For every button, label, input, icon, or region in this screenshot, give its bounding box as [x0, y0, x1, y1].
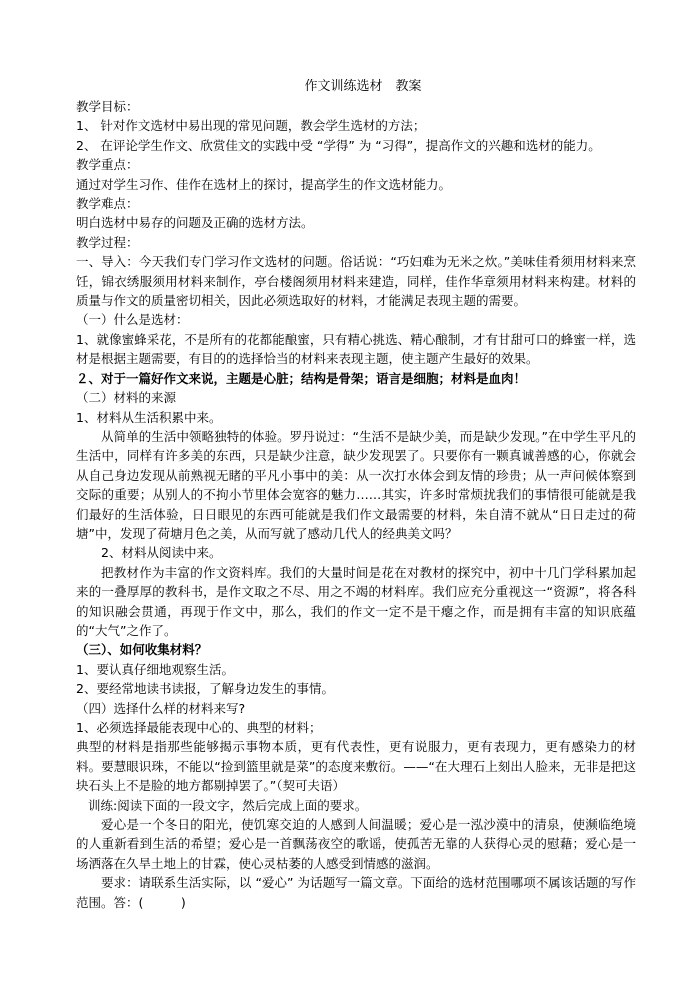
section-2-heading: （二）材料的来源 — [76, 390, 177, 406]
difficulty-text: 明白选材中易存的问题及正确的选材方法。 — [76, 215, 314, 231]
reading-material-paragraph: 把教材作为丰富的作文资料库。我们的大量时间是花在对教材的探究中，初中十几门学科累加起来的一叠厚厚的教科书，是作文取之不尽、用之不竭的材料库。我们应充分重视这一“资源”，将各科的知识融会贯通，再现于作文中，那么，我们的作文一定不是干瘪之作，而是拥有丰富的知识底蕴的“大气”之作了。 — [76, 564, 636, 638]
section-2-item-2: 2、材料从阅读中来。 — [101, 545, 222, 561]
requirement-paragraph: 要求：请联系生活实际，以 “爱心” 为话题写一篇文章。下面给的选材范围哪项不属该话题的写作范围。答：( ) — [76, 875, 636, 910]
section-1-heading: （一）什么是选材： — [76, 312, 189, 328]
typical-material-paragraph: 典型的材料是指那些能够揭示事物本质，更有代表性，更有说服力，更有表现力，更有感染力的材料。要慧眼识珠，不能以“捡到篮里就是菜”的态度来敷衍。——“在大理石上刻出人脸来，无非是把这块石头上不是脸的地方都剔掉罢了。”（契可夫语） — [76, 739, 636, 794]
process-heading: 教学过程： — [76, 234, 139, 250]
section-3-item-2: 2、要经常地读书读报，了解身边发生的事情。 — [76, 681, 334, 697]
key-point-heading: 教学重点： — [76, 157, 139, 173]
objectives-heading: 教学目标： — [76, 99, 139, 114]
difficulty-heading: 教学难点： — [76, 196, 139, 212]
section-3-item-1: 1、要认真仔细地观察生活。 — [76, 661, 234, 677]
document-page — [76, 77, 636, 912]
section-4-heading: （四）选择什么样的材料来写? — [76, 700, 246, 716]
objective-2: 2、 在评论学生作文、欣赏佳文的实践中受 “学得” 为 “习得”，提高作文的兴趣和选材的能力。 — [76, 137, 601, 153]
love-passage-paragraph: 爱心是一个冬日的阳光，使饥寒交迫的人感到人间温暖；爱心是一泓沙漠中的清泉，使濒临绝境的人重新看到生活的希望；爱心是一首飘荡夜空的歌谣，使孤苦无靠的人获得心灵的慰藉；爱心是一场洒落在久旱土地上的甘霖，使心灵枯萎的人感受到情感的滋润。 — [76, 817, 636, 871]
intro-paragraph: 一、导入：今天我们专门学习作文选材的问题。俗话说：“巧妇难为无米之炊。”美味佳肴须用材料来烹饪，锦衣绣服须用材料来制作，亭台楼阁须用材料来建造，同样，佳作华章须用材料来构建。材料的质量与作文的质量密切相关，因此必须选取好的材料，才能满足表现主题的需要。 — [76, 254, 636, 309]
section-2-item-1: 1、材料从生活积累中来。 — [76, 409, 222, 425]
key-point-text: 通过对学生习作、佳作在选材上的探讨，提高学生的作文选材能力。 — [76, 176, 452, 192]
document-title: 作文训练选材 教案 — [304, 79, 422, 94]
life-material-paragraph: 从简单的生活中领略独特的体验。罗丹说过：“生活不是缺少美，而是缺少发现。”在中学生平凡的生活中，同样有许多美的东西，只是缺少注意，缺少发现罢了。只要你有一颗真诚善感的心，你就会从自己身边发现从前熟视无睹的平凡小事中的美：从一次打水体会到友情的珍贵；从一声问候体察到交际的重要；从别人的不拘小节里体会宽容的魅力……其实，许多时常烦扰我们的事情很可能就是我们最好的生活体验，日日眼见的东西可能就是我们作文最需要的材料，朱自清不就从“日日走过的荷塘”中，发现了荷塘月色之美，从而写就了感动几代人的经典美文吗？ — [76, 428, 636, 541]
objective-1: 1、 针对作文选材中易出现的常见问题，教会学生选材的方法； — [76, 118, 426, 134]
document-body — [76, 97, 636, 912]
section-3-heading: （三）、如何收集材料？ — [76, 642, 208, 658]
section-4-item-1: 1、必须选择最能表现中心的、典型的材料； — [76, 720, 322, 735]
section-1-item-2: ２、对于一篇好作文来说，主题是心脏；结构是骨架；语言是细胞；材料是血肉！ — [76, 370, 527, 386]
exercise-instruction: 训练:阅读下面的一段文字，然后完成上面的要求。 — [88, 797, 368, 813]
section-1-item-1: 1、就像蜜蜂采花，不是所有的花都能酿蜜，只有精心挑选、精心酿制，才有甘甜可口的蜂蜜一样，选材是根据主题需要，有目的的选择恰当的材料来表现主题，使主题产生最好的效果。 — [76, 331, 636, 367]
